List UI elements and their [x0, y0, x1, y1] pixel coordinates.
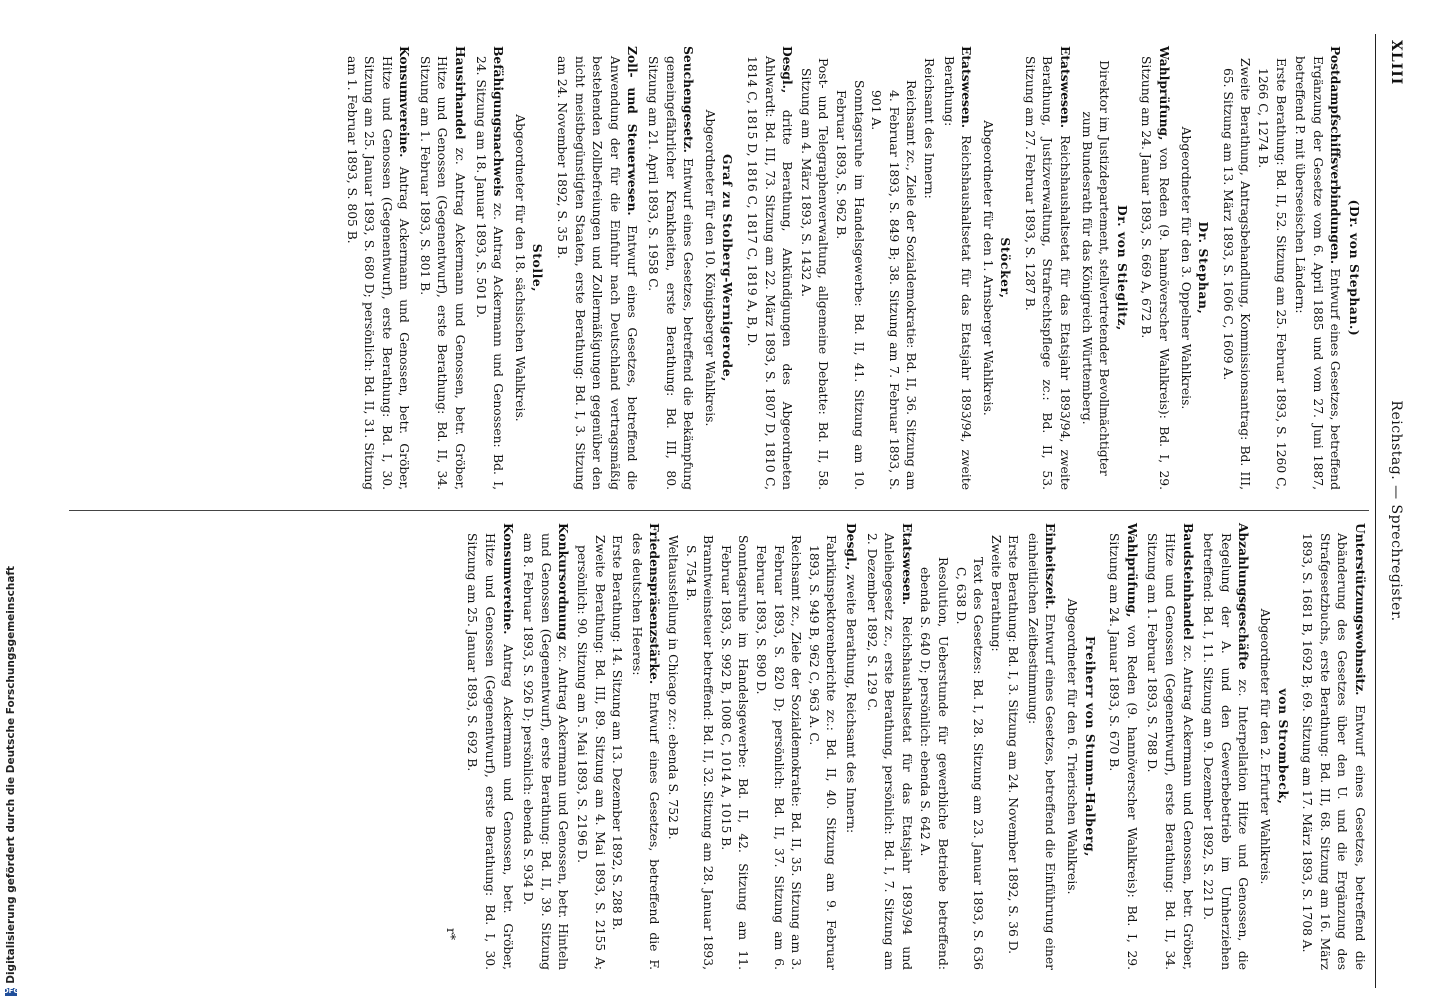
register-entry [1105, 523, 1141, 970]
register-subentry: Sonntagsruhe im Handelsgewerbe: Bd. II, 42. Sitzung am 11. Februar 1893, S. 992 B, 1008 C, 1014 A, 1015 B. [718, 535, 751, 970]
entry-text: Antrag Ackermann und Genossen, betr. Gröber, Hitze und Genossen (Gegenentwurf), erste Berathung: Bd. I, 30. Sitzung am 25. Januar 1893, S. 680 D; persönlich: Bd. II, 31. Sitzung am 1. Februar 1893, S. 805 B. [344, 56, 412, 490]
register-entry [627, 523, 663, 970]
register-entry [841, 523, 860, 970]
entry-text: Entwurf eines Gesetzes, betreffend die Abänderung des Gesetzes über den U. und die Ergänzung des Strafgesetzbuchs, erste Berathung: Bd. III, 68. Sitzung am 16. März 1893, S. 1681 B, 1692 B; 69. Sitzung am 17. März 1893, S. 1708 A. [1300, 533, 1367, 970]
register-subentry: Reichsamt zc., Ziele der Sozialdemokratie: Bd. II, 36. Sitzung am 4. Februar 1893, S. 849 B; 38. Sitzung am 7. Februar 1893, S. 901 A. [869, 80, 919, 490]
speaker-name: Graf zu Stolberg-Wernigerode, [720, 153, 736, 382]
register-entry [415, 46, 469, 490]
register-entry [519, 523, 573, 970]
register-subentry: Post- und Telegraphenverwaltung, allgemeine Debatte: Bd. II, 58. Sitzung am 4. März 1893, S. 1432 A. [798, 58, 831, 490]
register-entry [1199, 523, 1253, 970]
entry-text: zc. Antrag Ackermann und Genossen, betr. Hinteln und Genossen (Gegenentwurf), erste Berathung: Bd. II, 39. Sitzung am 8. Februar 1893, S. 926 D; persönlich: ebenda S. 934 D. [521, 533, 571, 970]
speaker-name: Stöcker, [998, 237, 1014, 299]
entry-keyword: Zoll- und Steuerwesen. [625, 46, 641, 216]
entry-keyword: Etatswesen. [899, 523, 915, 606]
entry-text: Entwurf eines Gesetzes, betreffend die F. des deutschen Heeres: [629, 533, 662, 970]
speaker-name: Dr. Stephan, [1196, 221, 1212, 315]
register-entry [742, 46, 796, 490]
register-entry [1137, 46, 1173, 490]
register-subentry: Zweite Berathung, Antragsbehandlung, Kommissionsantrag: Bd. III, 65. Sitzung am 13. März 1893, S. 1606 C, 1609 A. [1220, 58, 1253, 490]
speaker-district: Abgeordneter für den 3. Oppelner Wahlkreis. [1178, 126, 1193, 410]
register-entry [1023, 523, 1059, 970]
dfg-logo-text: DFG [2, 987, 20, 996]
register-subentry: Branntweinsteuer betreffend: Bd. II, 32. Sitzung am 28. Januar 1893, S. 754 B. [683, 535, 716, 970]
entry-keyword: Hausirhandel [453, 46, 469, 140]
entry-keyword: Etatswesen. [959, 46, 975, 129]
register-entry [1020, 46, 1074, 490]
register-subentry: Zweite Berathung: [988, 535, 1003, 652]
entry-text: Entwurf eines Gesetzes, betreffend die Bekämpfung gemeingefährlicher Krankheiten, erste Berathung: Bd. III, 80. Sitzung am 21. April 1893, S. 1958 C. [646, 56, 696, 490]
register-subentry: Reichsamt des Innern: [921, 58, 936, 199]
entry-text: Entwurf eines Gesetzes, betreffend die Einführung einer einheitlichen Zeitbestimmung: [1025, 533, 1058, 970]
register-subentry: Fabrikinspektorenberichte zc.: Bd. II, 40. Sitzung am 9. Februar 1893, S. 949 B, 962 C, 963 A. C. [806, 535, 839, 970]
dfg-logo [2, 987, 20, 996]
entry-keyword: Unterstützungswohnsitz. [1353, 523, 1368, 696]
register-entry [862, 523, 916, 970]
register-column-right-side [69, 34, 1369, 511]
speaker-district: Abgeordneter für den 2. Erfurter Wahlkreis. [1258, 608, 1273, 885]
register-subentry: Reichsamt zc., Ziele der Sozialdemokratie: Bd. II, 35. Sitzung am 3. Februar 1893, S. 820 D; persönlich: Bd. II, 37. Sitzung am 6. Februar 1893, S. 890 D. [754, 535, 804, 970]
register-subentry: Sonntagsruhe im Handelsgewerbe: Bd. II, 41. Sitzung am 10. Februar 1893, S. 962 B. [833, 80, 866, 490]
speaker-district: Abgeordneter für den 1. Arnsberger Wahlkreis. [980, 120, 995, 416]
register-entry [643, 46, 697, 490]
speaker-name: (Dr. von Stephan.) [1347, 199, 1362, 337]
entry-keyword: Einheitszeit. [1043, 523, 1059, 610]
register-page [50, 26, 1410, 996]
register-subentry: Erste Berathung: Bd. I, 3. Sitzung am 24. November 1892, S. 36 D. [1006, 535, 1021, 955]
two-column-register [69, 34, 1369, 988]
entry-keyword: Postdampfschiffsverbindungen. [1328, 46, 1344, 265]
page-header [1375, 34, 1410, 988]
entry-keyword: Seuchengesetz. [681, 46, 697, 153]
register-entry [1291, 46, 1345, 490]
entry-keyword: Konkursordnung [556, 523, 572, 641]
register-subentry: Text des Gesetzes: Bd. I, 28. Sitzung am 23. Januar 1893, S. 636 C, 638 D. [953, 557, 986, 970]
speaker-district: Direktor im Justizdepartement, stellvertretender Bevollmächtigter zum Bundesrath für das Königreich Württemberg. [1079, 60, 1112, 476]
entry-text: Reichshaushaltsetat für das Etatsjahr 1893/94, zweite Berathung, Justizverwaltung, Strafrechtspflege zc.: Bd. II, 53. Sitzung am 27. Februar 1893, S. 1287 B. [1022, 56, 1073, 490]
entry-keyword: Baudsteinhandel [1180, 523, 1196, 640]
entry-text: Reichshaushaltsetat für das Etatsjahr 1893/94, zweite Berathung: [941, 56, 974, 490]
register-entry [1298, 523, 1369, 970]
signature-mark: r* [443, 927, 458, 940]
entry-keyword: Wahlprüfung, [1124, 523, 1140, 618]
entry-text: zc. Antrag Ackermann und Genossen, betr. Gröber, Hitze und Genossen (Gegenentwurf), erste Berathung: Bd. II, 34. Sitzung am 1. Februar 1893, S. 801 B. [417, 56, 468, 490]
speaker-name: Freiherr von Stumm-Halberg, [1082, 636, 1098, 857]
entry-text: zweite Berathung, Reichsamt des Innern: [843, 574, 858, 834]
page-number: XLIII [1388, 40, 1404, 86]
register-subentry: Zweite Berathung: Bd. III, 89. Sitzung am 4. Mai 1893, S. 2155 A; persönlich: 90. Sitzung am 5. Mai 1893, S. 2196 D. [575, 535, 607, 970]
entry-text: Entwurf eines Gesetzes, betreffend Ergänzung der Gesetze vom 6. April 1885 und vom 27. Juni 1887, betreffend P. mit überseeischen Ländern: [1293, 56, 1343, 490]
speaker-district: Abgeordneter für den 18. sächsischen Wahlkreis. [512, 114, 527, 422]
register-subentry: Weltausstellung in Chicago zc.: ebenda S. 752 B. [666, 535, 681, 840]
register-entry [471, 46, 507, 490]
entry-text: dritte Berathung, Ankündigungen des Abgeordneten Ahlwardt: Bd. III, 73. Sitzung am 22. März 1893, S. 1807 D, 1810 C, 1814 C, 1815 D, 1816 C, 1817 C, 1819 A, B, D. [745, 56, 795, 490]
register-subentry: Erste Berathung: Bd. II, 52. Sitzung am 25. Februar 1893, S. 1260 C, 1266 C, 1274 B. [1256, 58, 1288, 490]
entry-text: Entwurf eines Gesetzes, betreffend die Anwendung der für die Einfuhr nach Deutschland vertragsmäßig bestehenden Zollbefreiungen und Zollermäßigungen gegenüber den nicht meistbegünstigten Staaten, erste Berathung: Bd. I, 3. Sitzung am 24. November 1892, S. 35 B. [555, 56, 640, 490]
entry-keyword: Abzahlungsgeschäfte [1236, 523, 1252, 670]
funding-strip [4, 566, 18, 996]
running-head: Reichstag. — Sprechregister. [1388, 400, 1404, 622]
speaker-district: Abgeordneter für den 6. Trierischen Wahlkreis. [1065, 598, 1080, 895]
entry-text: Reichshaushaltsetat für das Etatsjahr 1893/94 und Anleihegesetz zc., erste Berathung, persönlich: Bd. I, 7. Sitzung am 2. Dezember 1892, S. 129 C. [864, 533, 914, 970]
funding-note: Digitalisierung gefördert durch die Deutsche Forschungsgemeinschaft [5, 566, 17, 984]
speaker-district: Abgeordneter für den 10. Königsberger Wahlkreis. [702, 109, 717, 427]
entry-text: zc. Antrag Ackermann und Genossen, betr. Gröber, Hitze und Genossen (Gegenentwurf), erste Berathung: Bd. II, 34. Sitzung am 1. Februar 1893, S. 788 D. [1145, 533, 1195, 970]
register-entry [552, 46, 641, 490]
entry-text: Antrag Ackermann und Genossen, betr. Gröber, Hitze und Genossen (Gegenentwurf), erste Berathung: Bd. I, 30. Sitzung am 25. Januar 1893, S. 692 B. [465, 533, 515, 970]
register-entry [342, 46, 413, 490]
speaker-name: Stolle, [530, 243, 546, 293]
register-entry [463, 523, 517, 970]
entry-keyword: Desgl., [780, 46, 796, 94]
register-entry [939, 46, 975, 490]
entry-keyword: Desgl., [843, 523, 859, 571]
entry-keyword: Befähigungsnachweis [491, 46, 507, 197]
speaker-name: Dr. von Stieglitz, [1114, 205, 1130, 331]
entry-text: zc. Interpellation Hitze und Genossen, die Regelung der A. und den Gewerbebetrieb im Umherziehen betreffend: Bd. I, 11. Sitzung am 9. Dezember 1892, S. 221 D. [1201, 533, 1251, 970]
entry-text: von Reden (9. hannöverscher Wahlkreis): Bd. I, 29. Sitzung am 24. Januar 1893, S. 670 B. [1107, 533, 1139, 970]
entry-text: von Reden (9. hannöverscher Wahlkreis): Bd. I, 29. Sitzung am 24. Januar 1893, S. 669 A, 672 B. [1139, 56, 1172, 490]
speaker-name: von Strombeck, [1275, 688, 1291, 805]
register-subentry: Resolution, Ueberstunde für gewerbliche Betriebe betreffend: ebenda S. 640 D; persönlich: ebenda S. 642 A. [918, 557, 950, 970]
register-column-left-side [69, 511, 1369, 988]
entry-keyword: Friedenspräsenzstärke. [647, 523, 663, 685]
entry-keyword: Etatswesen. [1058, 46, 1074, 129]
entry-text: zc. Antrag Ackermann und Genossen: Bd. I, 24. Sitzung am 18. Januar 1893, S. 501 D. [473, 56, 506, 490]
register-entry [1143, 523, 1197, 970]
entry-keyword: Konsumvereine. [500, 523, 516, 635]
entry-keyword: Konsumvereine. [397, 46, 413, 158]
entry-keyword: Wahlprüfung, [1157, 46, 1173, 141]
register-subentry: Erste Berathung: 14. Sitzung am 13. Dezember 1892, S. 288 B. [610, 535, 625, 931]
